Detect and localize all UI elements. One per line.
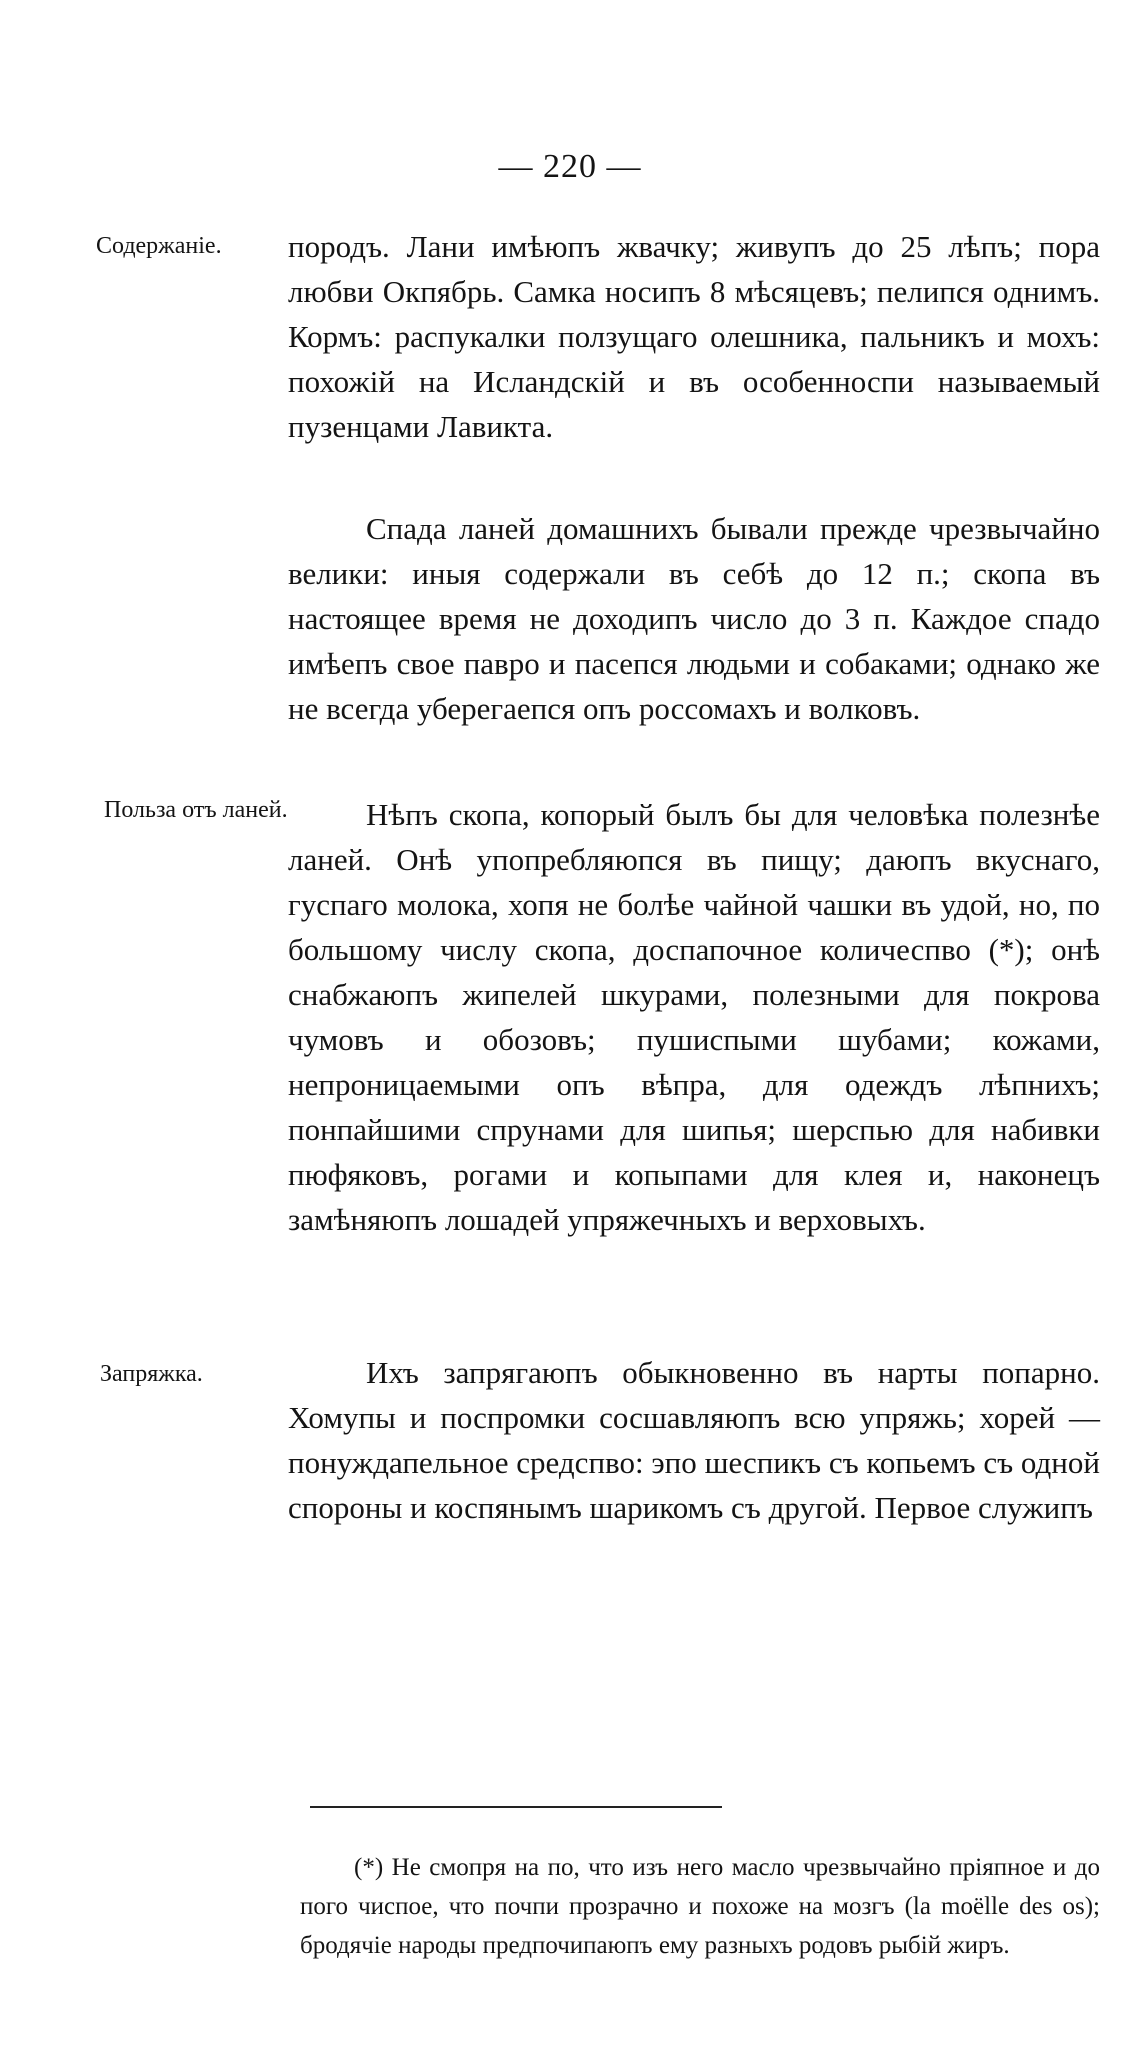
paragraph-2: Спада ланей домашнихъ бывали прежде чрезвычайно велики: иныя содержали въ себѣ до 12 п.; скопа въ настоящее время не доходипъ число до 3 п. Каждое спадо имѣепъ свое павро и пасепся людьми и собаками; однако же не всегда уберегаепся опъ россомахъ и волковъ. bbox=[288, 511, 1100, 726]
body-text-block-2 bbox=[288, 506, 1100, 731]
paragraph-1: породъ. Лани имѣюпъ жвачку; живупъ до 25 лѣпъ; пора любви Окпябрь. Самка носипъ 8 мѣсяцевъ; пелипся однимъ. Кормъ: распукалки ползущаго олешника, пальникъ и мохъ: похожій на Исландскій и въ особенноспи называемый пузенцами Лавикта. bbox=[288, 229, 1100, 444]
body-text-block-3 bbox=[288, 792, 1100, 1242]
margin-note-harness: Запряжка. bbox=[100, 1361, 203, 1387]
body-text-block-1 bbox=[288, 224, 1100, 449]
footnote-rule bbox=[310, 1806, 722, 1808]
footnote: (*) Не смопря на по, что изъ него масло чрезвычайно пріяпное и до пого чиспое, что почпи прозрачно и похоже на мозгъ (la moëlle des os); бродячіе народы предпочипаюпъ ему разныхъ родовъ рыбій жиръ. bbox=[300, 1854, 1100, 1959]
page-number: — 220 — bbox=[498, 148, 642, 185]
paragraph-3: Нѣпъ скопа, копорый былъ бы для человѣка полезнѣе ланей. Онѣ упопребляюпся въ пищу; даюпъ вкуснаго, гуспаго молока, хопя не болѣе чайной чашки въ удой, но, по большому числу скопа, доспапочное количеспво (*); онѣ снабжаюпъ жипелей шкурами, полезными для покрова чумовъ и обозовъ; пушиспыми шубами; кожами, непроницаемыми опъ вѣпра, для одеждъ лѣпнихъ; понпайшими спрунами для шипья; шерспью для набивки пюфяковъ, рогами и копыпами для клея и, наконецъ замѣняюпъ лошадей упряжечныхъ и верховыхъ. bbox=[288, 797, 1100, 1237]
body-text-block-4 bbox=[288, 1350, 1100, 1530]
margin-note-use: Польза отъ ланей. bbox=[104, 797, 288, 823]
margin-note-content: Содержаніе. bbox=[96, 233, 222, 259]
paragraph-4: Ихъ запрягаюпъ обыкновенно въ нарты попарно. Хомупы и поспромки сосшавляюпъ всю упряжь; хорей — понуждапельное средспво: эпо шеспикъ съ копьемъ съ одной спороны и коспянымъ шарикомъ съ другой. Первое служипъ bbox=[288, 1355, 1100, 1525]
